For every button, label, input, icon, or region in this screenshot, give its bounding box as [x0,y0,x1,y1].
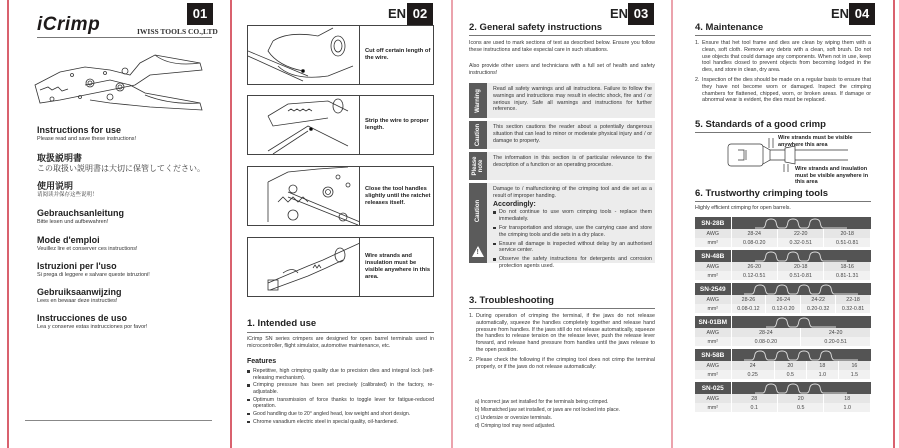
die-profile-icon [731,316,871,328]
features-list [247,368,434,426]
page-cover [0,0,225,448]
section-rule [469,35,655,36]
awg-value: 22-20 [777,229,823,238]
notice-please-note [469,152,655,180]
awg-value: 20 [777,394,823,403]
section-title-troubleshooting: 3. Troubleshooting [469,295,554,306]
notice-tag: Caution [469,121,487,149]
brand-logo: iCrimp [37,14,101,35]
awg-value: 28 [731,394,777,403]
step-text: Close the tool handles slightly until the ratchet releases itself. [365,185,431,206]
callout-insulation: Wire strands and insulation must be visible anywhere in this area [795,166,869,185]
tool-table [695,283,871,313]
row-label: AWG [695,394,731,403]
page-border [893,0,895,448]
model-name: SN-58B [695,349,731,361]
tool-table [695,349,871,379]
mm-value: 0.51-0.81 [777,271,823,280]
awg-value: 18 [824,394,871,403]
awg-value: 24-22 [801,295,836,304]
tools-subtitle: Highly efficient crimping for open barrels. [695,205,791,211]
notice-warning [469,83,655,118]
troubleshooting-checklist [475,398,655,430]
section-title-intended-use: 1. Intended use [247,318,317,329]
language-es: Instrucciones de uso Lea y conserve estas instrucciones por favor! [37,313,148,330]
mm-value: 1.0 [824,403,871,412]
mm-value: 0.25 [731,370,774,379]
section-rule [469,308,655,309]
page-steps [225,0,450,448]
step-cut-wire [247,25,434,85]
awg-value: 26-24 [766,295,801,304]
features-title: Features [247,358,277,365]
list-item: Observe the safety instructions for detergents and corrosion protection agents used. [493,256,652,270]
list-item: d) Crimping tool may need adjusted. [475,423,556,429]
intended-use-body: iCrimp SN series crimpers are designed for open barrel terminals used in microcontroller, flight simulator, automotive maintenance, etc. [247,336,434,349]
row-label: mm² [695,238,731,247]
model-name: SN-28B [695,217,731,229]
awg-value: 20-18 [824,229,871,238]
row-label: mm² [695,304,731,313]
die-profile-icon [731,283,871,295]
callout-wire-strands: Wire strands must be visible anywhere this area [778,135,853,148]
list-item: 2. Please check the following if the crimping tool does not crimp the terminal properly, or if the jaws do not release automatically: [469,356,655,370]
notice-bullets [493,209,652,269]
language-code: EN [610,6,629,21]
exclamation-icon: ! [476,249,479,256]
list-item: Ensure all damage is inspected without delay by an authorised service center. [493,241,652,255]
awg-value: 18 [806,361,838,370]
notice-text: Damage to / malfunctioning of the crimping tool and die set as a result of improper handing. [493,186,652,199]
notice-text: Read all safety warnings and all instructions. Failure to follow the warnings and instructions may result in electric shock, fire and / or serious injury. Safe all warnings and instructions for further reference. [493,86,652,113]
section-rule [695,35,871,36]
mm-value: 0.08-0.20 [731,337,801,346]
troubleshooting-list [469,313,655,373]
closing-illustration [248,167,360,225]
list-item: c) Undersize or oversize terminals. [475,415,552,421]
notice-text: This section cautions the reader about a potentially dangerous situation that can lead to minor or moderate physical injury and / or damage to property. [493,124,652,144]
footer-rule [25,420,212,421]
list-item: Crimping pressure has been set precisely (calibrated) in the factory, re-adjustable. [247,382,434,395]
mm-value: 0.08-0.20 [731,238,777,247]
die-profile-icon [731,382,871,394]
notice-subtitle: Accordingly: [493,200,536,208]
row-label: AWG [695,295,731,304]
section-title-standards: 5. Standards of a good crimp [695,119,826,130]
mm-value: 0.5 [774,370,806,379]
notice-caution [469,121,655,149]
mm-value: 0.12-0.20 [766,304,801,313]
die-profile-icon [731,250,871,262]
language-nl: Gebruiksaanwijzing Lees en bewaar deze instructies! [37,287,122,304]
section-rule [247,332,434,333]
header-rule [37,37,212,38]
mm-value: 0.5 [777,403,823,412]
row-label: AWG [695,361,731,370]
page-border [7,0,9,448]
list-item: Repetitive, high crimping quality due to precision dies and integral lock (self-releasing mechanism). [247,368,434,381]
crimping-tool-illustration [30,45,205,115]
mm-value: 0.08-0.12 [731,304,766,313]
page-border [451,0,453,448]
awg-value: 28-26 [731,295,766,304]
page-safety [450,0,675,448]
row-label: AWG [695,328,731,337]
awg-value: 20 [774,361,806,370]
row-label: mm² [695,271,731,280]
language-ja: 取扱説明書 この取扱い説明書は大切に保管してください。 [37,153,205,173]
mm-value: 1.5 [838,370,870,379]
tools-tables [695,217,871,415]
awg-value: 26-20 [731,262,777,271]
awg-value: 28-24 [731,328,801,337]
model-name: SN-2549 [695,283,731,295]
tool-table [695,217,871,247]
mm-value: 0.51-0.81 [824,238,871,247]
maintenance-list [695,40,871,107]
list-item: Good handling due to 20° angled head, low weight and short design. [247,411,434,418]
section-rule [695,201,871,202]
stripping-illustration [248,96,360,154]
mm-value: 0.1 [731,403,777,412]
die-profile-icon [731,217,871,229]
row-label: mm² [695,337,731,346]
model-name: SN-48B [695,250,731,262]
notice-tag: Please note [469,152,487,180]
notice-tag: Warning [469,83,487,118]
list-item: 1. Ensure that het tool frame and dies are clean by wiping them with a clean, soft cloth. Remove any debris with a clean, soft brush. Do not use objects that could damage any components. When not in use, keep tool handles closed to prevent objects from becoming lodged in the dies, and store in clean, dry area. [695,40,871,74]
tool-table [695,382,871,412]
awg-value: 22-18 [836,295,871,304]
awg-value: 24 [731,361,774,370]
tool-table [695,250,871,280]
page-border [230,0,232,448]
list-item: For transportation and storage, use the carrying case and store the crimping tools and die sets in a dry place. [493,225,652,239]
awg-value: 18-16 [824,262,871,271]
section-title-tools: 6. Trustworthy crimping tools [695,188,829,199]
awg-value: 28-24 [731,229,777,238]
row-label: AWG [695,229,731,238]
page-border [671,0,673,448]
mm-value: 0.12-0.51 [731,271,777,280]
list-item: Chrome vanadium electric steel in special quality, oil-hardened. [247,419,434,426]
mm-value: 0.32-0.81 [836,304,871,313]
notice-tag: Caution ! [469,183,487,263]
step-text: Wire strands and insulation must be visible anywhere in this area. [365,253,431,280]
step-strip-wire [247,95,434,155]
row-label: mm² [695,370,731,379]
language-en: Instructions for use Please read and save these instructions! [37,125,137,142]
list-item: Do not continue to use worn crimping tools - replace them immediately. [493,209,652,223]
language-zh: 使用说明 请阅读并保存这些说明！ [37,181,98,198]
page-maintenance [675,0,899,448]
page-number: 02 [407,3,433,25]
language-code: EN [831,6,850,21]
list-item: 1. During operation of crimping the terminal, if the jaws do not release automatically, squeeze the handles completely together and release hand pressure from handles. If the jaws still do not release automatically, squeeze the handles to release tension on the release lever, push the release lever forward, and release hand pressure from handles until the jaws release to the open position. [469,313,655,353]
awg-value: 24-20 [801,328,871,337]
cutting-illustration [248,26,360,84]
section-rule [695,132,871,133]
mm-value: 1.0 [806,370,838,379]
step-close-handles [247,166,434,226]
row-label: mm² [695,403,731,412]
die-profile-icon [731,349,871,361]
awg-value: 16 [838,361,870,370]
page-number: 03 [628,3,654,25]
step-text: Strip the wire to proper length. [365,118,429,131]
mm-value: 0.81-1.31 [824,271,871,280]
tool-table [695,316,871,346]
row-label: AWG [695,262,731,271]
mm-value: 0.20-0.51 [801,337,871,346]
step-text: Cut off certain length of the wire. [365,48,431,61]
mm-value: 0.32-0.51 [777,238,823,247]
language-de: Gebrauchsanleitung Bitte lesen und aufbewahren! [37,208,125,225]
safety-intro: Icons are used to mark sections of text as described below. Ensure you follow these instructions and take especial care in such situations. [469,40,655,53]
list-item: 2. Inspection of the dies should be made on a regular basis to ensure that they have not become worn or damaged. Inspect the crimping chambers for flattened, chipped, worn, or broken areas. If damage or abnormal wear is evident, the dies must be replaced. [695,76,871,104]
model-name: SN-025 [695,382,731,394]
company-name: IWISS TOOLS CO.,LTD [137,27,218,36]
list-item: a) Incorrect jaw set installed for the terminals being crimped. [475,399,609,405]
step-inspect-crimp [247,237,434,297]
section-title-maintenance: 4. Maintenance [695,22,764,33]
language-code: EN [388,6,407,21]
mm-value: 0.20-0.32 [801,304,836,313]
safety-intro-2: Also provide other users and technicians with a full set of health and safety instructions! [469,63,655,76]
notice-caution-damage [469,183,655,269]
language-it: Istruzioni per l'uso Si prega di leggere e salvare queste istruzioni! [37,261,150,278]
list-item: b) Mismatched jaw set installed, or jaws are not locked into place. [475,407,621,413]
list-item: Optimum transmission of force thanks to toggle lever for fatigue-reduced operation. [247,397,434,410]
page-number: 01 [187,3,213,25]
page-number: 04 [849,3,875,25]
language-fr: Mode d'emploi Veuillez lire et conserver ces instructions! [37,235,138,252]
terminal-illustration [248,238,360,296]
model-name: SN-01BM [695,316,731,328]
section-title-safety: 2. General safety instructions [469,22,603,33]
awg-value: 20-18 [777,262,823,271]
notice-text: The information in this section is of particular relevance to the description of a function or an operating procedure. [493,155,652,168]
